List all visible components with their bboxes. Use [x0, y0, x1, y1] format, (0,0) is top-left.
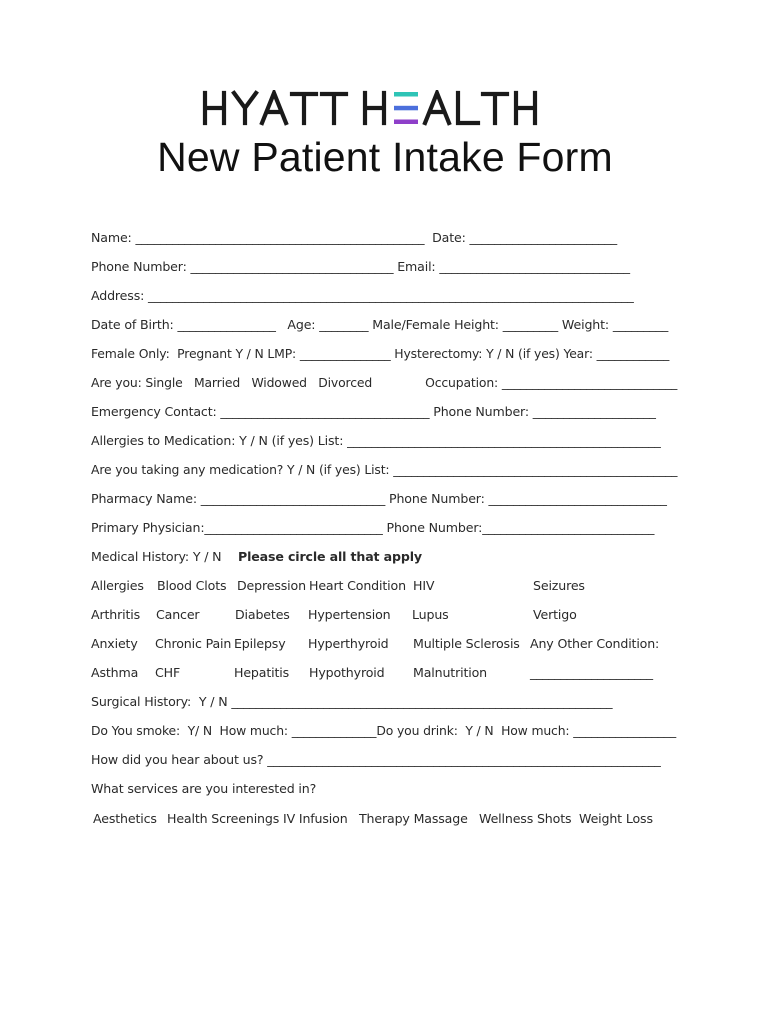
condition-item[interactable]: Hypertension [308, 607, 391, 622]
condition-item[interactable]: Cancer [156, 607, 200, 622]
condition-item[interactable]: Epilepsy [234, 636, 286, 651]
condition-item[interactable]: Blood Clots [157, 578, 227, 593]
condition-item[interactable]: Depression [237, 578, 306, 593]
dob-age-height-weight-row[interactable]: Date of Birth: ________________ Age: ________ Male/Female Height: _________ Weight: _________ [91, 317, 669, 332]
allergies-row[interactable]: Allergies to Medication: Y / N (if yes) List: ___________________________________________________ [91, 433, 661, 448]
logo-graphic [202, 90, 568, 126]
pharmacy-row[interactable]: Pharmacy Name: ______________________________ Phone Number: _____________________________ [91, 491, 667, 506]
service-option[interactable]: Weight Loss [579, 811, 653, 826]
smoke-drink-row[interactable]: Do You smoke: Y/ N How much: ______________Do you drink: Y / N How much: _________________ [91, 723, 677, 738]
referral-row[interactable]: How did you hear about us? ________________________________________________________________ [91, 752, 661, 767]
condition-item[interactable]: HIV [413, 578, 435, 593]
service-option[interactable]: Aesthetics [93, 811, 157, 826]
condition-item[interactable]: CHF [155, 665, 181, 680]
condition-item[interactable]: Heart Condition [309, 578, 406, 593]
condition-item[interactable]: Arthritis [91, 607, 141, 622]
female-only-row[interactable]: Female Only: Pregnant Y / N LMP: _______________ Hysterectomy: Y / N (if yes) Year: ____________ [91, 346, 670, 361]
phone-email-row[interactable]: Phone Number: _________________________________ Email: _______________________________ [91, 259, 630, 274]
condition-item[interactable]: Seizures [533, 578, 585, 593]
condition-item[interactable]: Hyperthyroid [308, 636, 389, 651]
condition-item[interactable]: Diabetes [235, 607, 290, 622]
condition-item[interactable]: Asthma [91, 665, 139, 680]
service-option[interactable]: Therapy Massage [359, 811, 468, 826]
condition-item[interactable]: Chronic Pain [155, 636, 232, 651]
surgical-history-row[interactable]: Surgical History: Y / N ______________________________________________________________ [91, 694, 613, 709]
name-date-row[interactable]: Name: _______________________________________________ Date: ________________________ [91, 230, 618, 245]
condition-item[interactable]: Malnutrition [413, 665, 487, 680]
form-title: New Patient Intake Form [157, 134, 613, 180]
condition-item[interactable]: Multiple Sclerosis [413, 636, 520, 651]
condition-item[interactable]: Allergies [91, 578, 144, 593]
service-option[interactable]: IV Infusion [283, 811, 348, 826]
medical-history-label: Medical History: Y / N [91, 549, 222, 564]
services-question: What services are you interested in? [91, 781, 317, 796]
address-row[interactable]: Address: _______________________________________________________________________________ [91, 288, 634, 303]
condition-item[interactable]: Anxiety [91, 636, 138, 651]
condition-item[interactable]: Hepatitis [234, 665, 290, 680]
condition-item[interactable]: Hypothyroid [309, 665, 385, 680]
hyatt-health-logo [0, 90, 770, 131]
primary-physician-row[interactable]: Primary Physician:_____________________________ Phone Number:____________________________ [91, 520, 655, 535]
medical-history-note: Please circle all that apply [238, 549, 422, 564]
condition-item[interactable]: Vertigo [533, 607, 577, 622]
service-option[interactable]: Health Screenings [167, 811, 280, 826]
medication-row[interactable]: Are you taking any medication? Y / N (if yes) List: _______________________________________________ [91, 462, 678, 477]
emergency-contact-row[interactable]: Emergency Contact: __________________________________ Phone Number: ____________________ [91, 404, 656, 419]
condition-item[interactable]: Lupus [412, 607, 449, 622]
service-option[interactable]: Wellness Shots [479, 811, 572, 826]
other-condition-blank[interactable]: ____________________ [530, 665, 653, 680]
condition-item[interactable]: Any Other Condition: [530, 636, 660, 651]
marital-occupation-row[interactable]: Are you: Single Married Widowed Divorced Occupation: _____________________________ [91, 375, 678, 390]
